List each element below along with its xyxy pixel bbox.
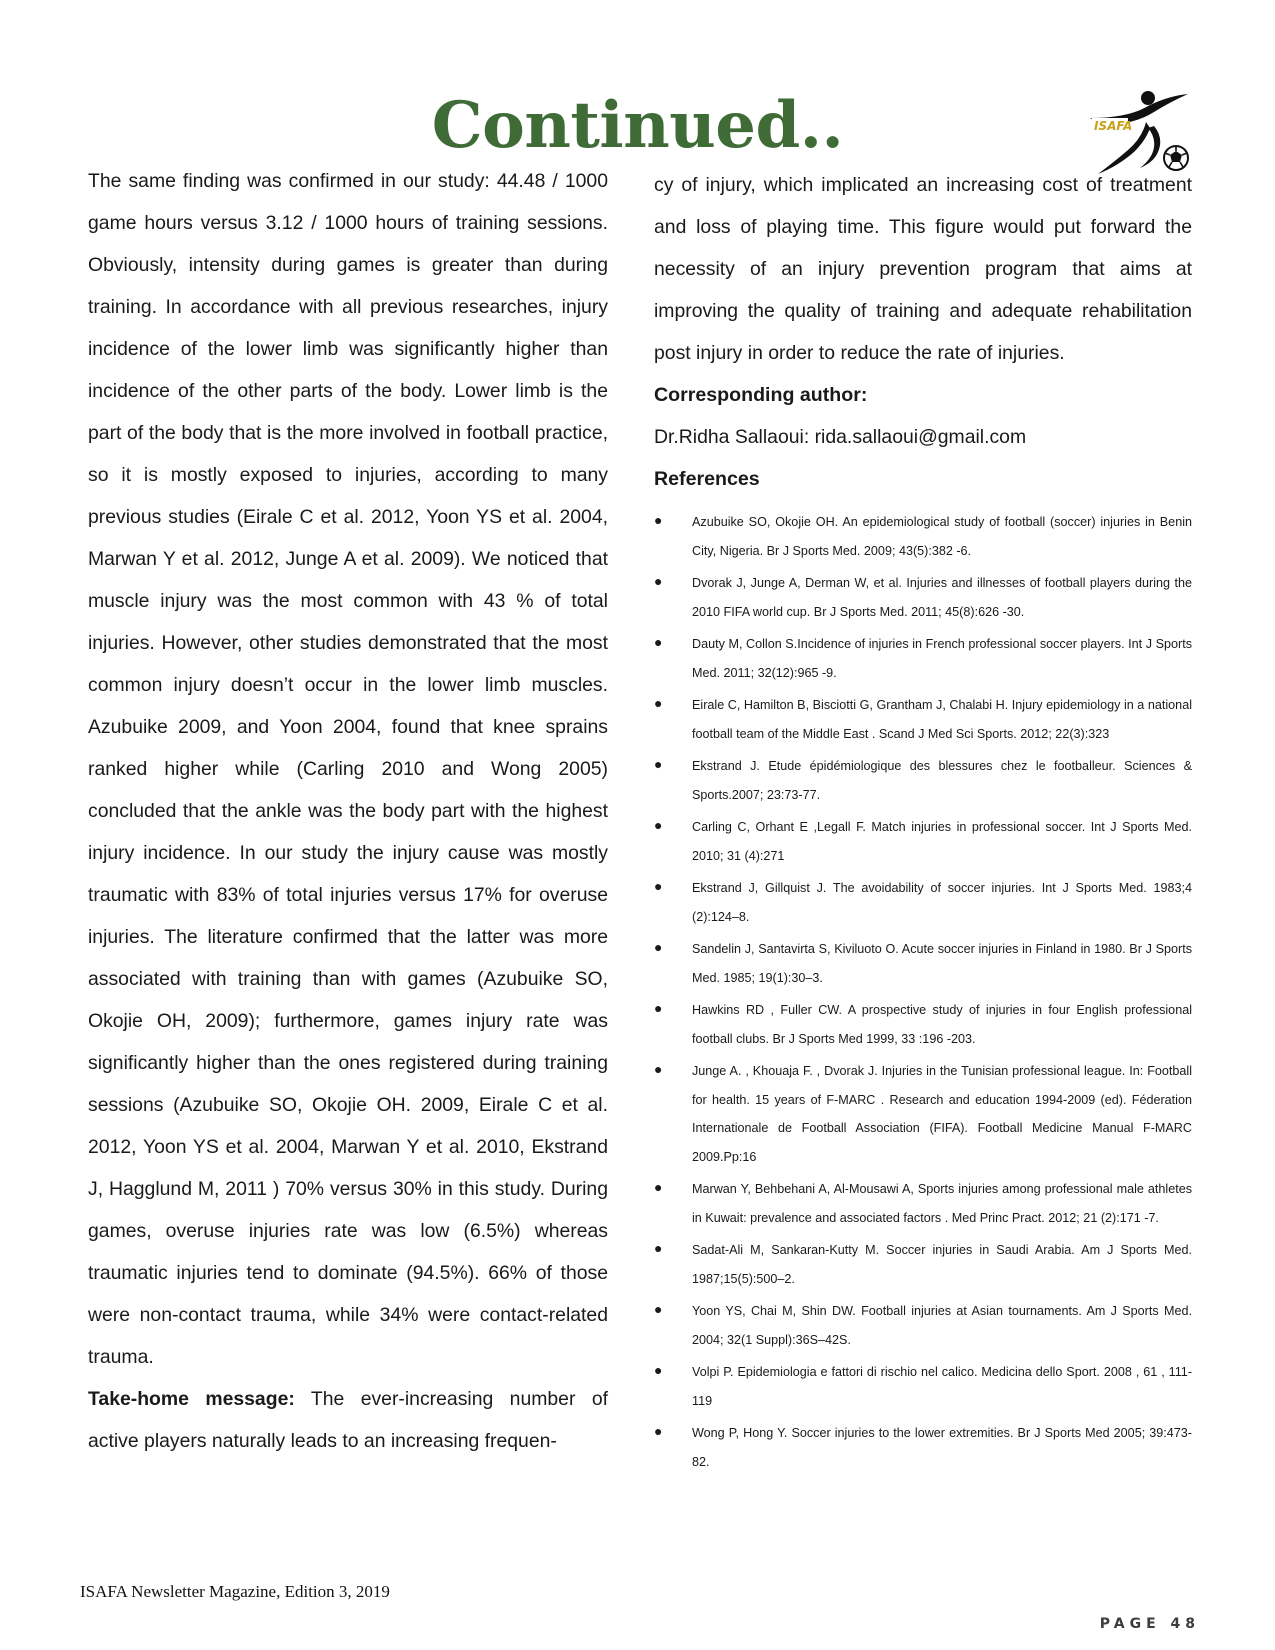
reference-item: ● Eirale C, Hamilton B, Bisciotti G, Grantham J, Chalabi H. Injury epidemiology in a national football team of the Middle East . Scand J Med Sci Sports. 2012; 22(3):323 bbox=[654, 691, 1192, 748]
bullet-icon: ● bbox=[654, 1362, 663, 1378]
bullet-icon: ● bbox=[654, 634, 663, 650]
reference-item: ● Volpi P. Epidemiologia e fattori di rischio nel calico. Medicina dello Sport. 2008 , 61 , 111-119 bbox=[654, 1358, 1192, 1415]
bullet-icon: ● bbox=[654, 1301, 663, 1317]
reference-item: ● Dauty M, Collon S.Incidence of injuries in French professional soccer players. Int J Sports Med. 2011; 32(12):965 -9. bbox=[654, 630, 1192, 687]
bullet-icon: ● bbox=[654, 1000, 663, 1016]
corresponding-author-heading: Corresponding author: bbox=[654, 384, 868, 406]
bullet-icon: ● bbox=[654, 512, 663, 528]
continuation-paragraph: cy of injury, which implicated an increasing cost of treatment and loss of playing time. This figure would put forward the necessity of an injury prevention program that aims at improving the quality of training and adequate rehabilitation post injury in order to reduce the rate of injuries. bbox=[654, 174, 1192, 364]
bullet-icon: ● bbox=[654, 1240, 663, 1256]
take-home-label: Take-home message: bbox=[88, 1388, 295, 1410]
reference-item: ● Azubuike SO, Okojie OH. An epidemiological study of football (soccer) injuries in Benin City, Nigeria. Br J Sports Med. 2009; 43(5):382 -6. bbox=[654, 508, 1192, 565]
take-home-text: The ever-increasing number of active players naturally leads to an increasing frequen- bbox=[88, 1388, 609, 1452]
bullet-icon: ● bbox=[654, 878, 663, 894]
corresponding-author-text: Dr.Ridha Sallaoui: rida.sallaoui@gmail.com bbox=[654, 426, 1027, 448]
bullet-icon: ● bbox=[654, 573, 663, 589]
reference-item: ● Wong P, Hong Y. Soccer injuries to the lower extremities. Br J Sports Med 2005; 39:473-82. bbox=[654, 1419, 1192, 1476]
reference-item: ● Dvorak J, Junge A, Derman W, et al. Injuries and illnesses of football players during the 2010 FIFA world cup. Br J Sports Med. 2011; 45(8):626 -30. bbox=[654, 569, 1192, 626]
bullet-icon: ● bbox=[654, 1179, 663, 1195]
bullet-icon: ● bbox=[654, 1423, 663, 1439]
reference-item: ● Sandelin J, Santavirta S, Kiviluoto O. Acute soccer injuries in Finland in 1980. Br J Sports Med. 1985; 19(1):30–3. bbox=[654, 935, 1192, 992]
reference-item: ● Junge A. , Khouaja F. , Dvorak J. Injuries in the Tunisian professional league. In: Football for health. 15 years of F-MARC . Research and education 1994-2009 (ed). Féderation Internationale de Football Association (FIFA). Football Medicine Manual F-MARC 2009.Pp:16 bbox=[654, 1057, 1192, 1171]
reference-item: ● Yoon YS, Chai M, Shin DW. Football injuries at Asian tournaments. Am J Sports Med. 2004; 32(1 Suppl):36S–42S. bbox=[654, 1297, 1192, 1354]
reference-item: ● Sadat-Ali M, Sankaran-Kutty M. Soccer injuries in Saudi Arabia. Am J Sports Med. 1987;15(5):500–2. bbox=[654, 1236, 1192, 1293]
logo-text: ISAFA bbox=[1094, 119, 1133, 133]
bullet-icon: ● bbox=[654, 939, 663, 955]
reference-item: ● Ekstrand J. Etude épidémiologique des blessures chez le footballeur. Sciences & Sports.2007; 23:73-77. bbox=[654, 752, 1192, 809]
page-title: Continued.. bbox=[431, 88, 844, 163]
references-heading: References bbox=[654, 468, 760, 490]
take-home-paragraph bbox=[88, 1378, 608, 1462]
bullet-icon: ● bbox=[654, 817, 663, 833]
bullet-icon: ● bbox=[654, 695, 663, 711]
reference-item: ● Hawkins RD , Fuller CW. A prospective study of injuries in four English professional football clubs. Br J Sports Med 1999, 33 :196 -203. bbox=[654, 996, 1192, 1053]
bullet-icon: ● bbox=[654, 756, 663, 772]
footer-publication: ISAFA Newsletter Magazine, Edition 3, 2019 bbox=[80, 1582, 390, 1601]
left-column bbox=[88, 160, 608, 1462]
right-column bbox=[654, 164, 1192, 1480]
reference-item: ● Marwan Y, Behbehani A, Al-Mousawi A, Sports injuries among professional male athletes in Kuwait: prevalence and associated factors . Med Princ Pract. 2012; 21 (2):171 -7. bbox=[654, 1175, 1192, 1232]
bullet-icon: ● bbox=[654, 1061, 663, 1077]
references-list bbox=[654, 508, 1192, 1476]
reference-item: ● Ekstrand J, Gillquist J. The avoidability of soccer injuries. Int J Sports Med. 1983;4 (2):124–8. bbox=[654, 874, 1192, 931]
body-paragraph: The same finding was confirmed in our study: 44.48 / 1000 game hours versus 3.12 / 1000 hours of training sessions. Obviously, intensity during games is greater than during training. In accordance with all previous researches, injury incidence of the lower limb was significantly higher than incidence of the other parts of the body. Lower limb is the part of the body that is the more involved in football practice, so it is mostly exposed to injuries, according to many previous studies (Eirale C et al. 2012, Yoon YS et al. 2004, Marwan Y et al. 2012, Junge A et al. 2009). We noticed that muscle injury was the most common with 43 % of total injuries. However, other studies demonstrated that the most common injury doesn’t occur in the lower limb muscles. Azubuike 2009, and Yoon 2004, found that knee sprains ranked higher while (Carling 2010 and Wong 2005) concluded that the ankle was the body part with the highest injury incidence. In our study the injury cause was mostly traumatic with 83% of total injuries versus 17% for overuse injuries. The literature confirmed that the latter was more associated with training than with games (Azubuike SO, Okojie OH, 2009); furthermore, games injury rate was significantly higher than the ones registered during training sessions (Azubuike SO, Okojie OH. 2009, Eirale C et al. 2012, Yoon YS et al. 2004, Marwan Y et al. 2010, Ekstrand J, Hagglund M, 2011 ) 70% versus 30% in this study. During games, overuse injuries rate was low (6.5%) whereas traumatic injuries tend to dominate (94.5%). 66% of those were non-contact trauma, while 34% were contact-related trauma. bbox=[88, 170, 608, 1368]
page-number: PAGE 48 bbox=[1099, 1616, 1200, 1632]
reference-item: ● Carling C, Orhant E ,Legall F. Match injuries in professional soccer. Int J Sports Med. 2010; 31 (4):271 bbox=[654, 813, 1192, 870]
